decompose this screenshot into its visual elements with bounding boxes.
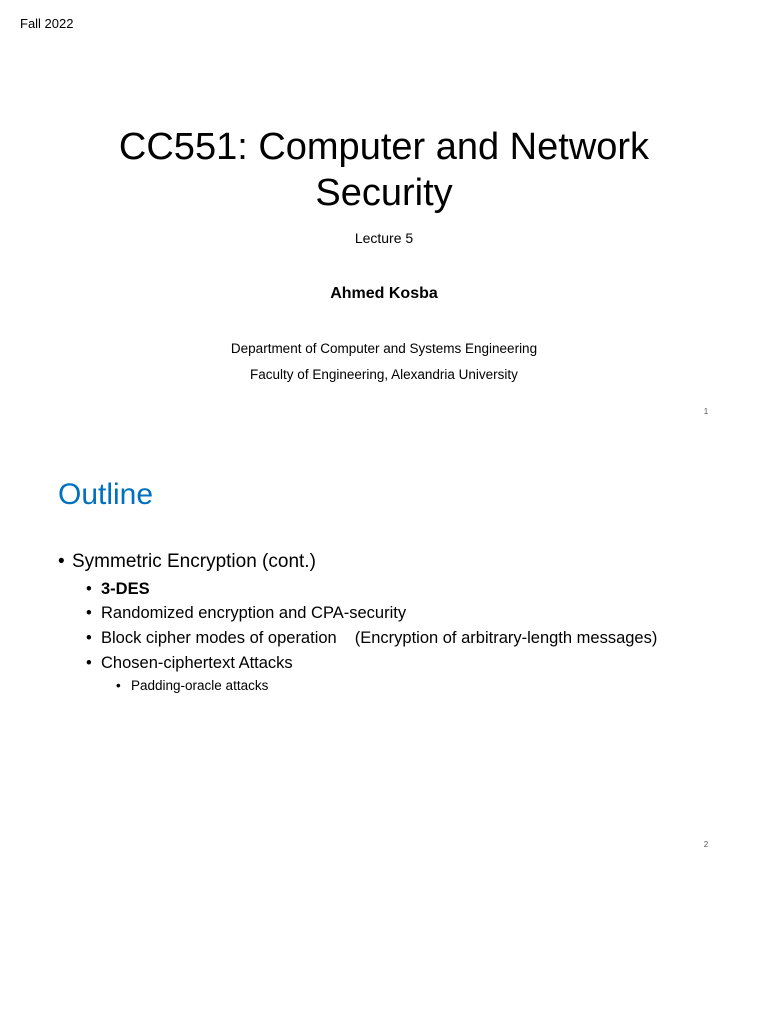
bullet-icon: • xyxy=(86,580,92,598)
list-item-text: 3-DES xyxy=(101,580,150,598)
faculty-name: Faculty of Engineering, Alexandria University xyxy=(250,367,518,382)
slide-page-number-1: 1 xyxy=(703,407,709,416)
semester-label: Fall 2022 xyxy=(20,16,74,31)
outline-heading: Outline xyxy=(58,478,154,511)
list-item-note: (Encryption of arbitrary-length messages) xyxy=(354,629,658,647)
list-item-3des xyxy=(86,578,150,600)
bullet-icon: • xyxy=(86,629,92,647)
list-item-text: Randomized encryption and CPA-security xyxy=(101,604,407,622)
bullet-icon: • xyxy=(58,551,65,572)
slide-title xyxy=(0,124,768,216)
slide-page-number-2: 2 xyxy=(703,840,709,849)
list-item-text: Block cipher modes of operation xyxy=(101,629,337,647)
author-name: Ahmed Kosba xyxy=(330,285,438,302)
slide-title-line-2: Security xyxy=(315,172,453,214)
list-item-chosen-ciphertext xyxy=(86,652,293,674)
list-item-text: Padding-oracle attacks xyxy=(131,678,269,693)
department-name: Department of Computer and Systems Engineering xyxy=(230,341,538,356)
list-item-block-cipher-modes xyxy=(86,627,657,649)
bullet-icon: • xyxy=(116,678,121,693)
bullet-icon: • xyxy=(86,654,92,672)
lecture-number: Lecture 5 xyxy=(354,230,414,246)
list-item-randomized-encryption xyxy=(86,602,406,624)
list-item-text: Chosen-ciphertext Attacks xyxy=(101,654,293,672)
list-item-padding-oracle xyxy=(116,677,268,695)
slide-title-line-1: CC551: Computer and Network xyxy=(118,126,650,168)
list-item-text: Symmetric Encryption (cont.) xyxy=(72,551,316,572)
bullet-icon: • xyxy=(86,604,92,622)
list-item-symmetric-encryption xyxy=(58,550,316,574)
